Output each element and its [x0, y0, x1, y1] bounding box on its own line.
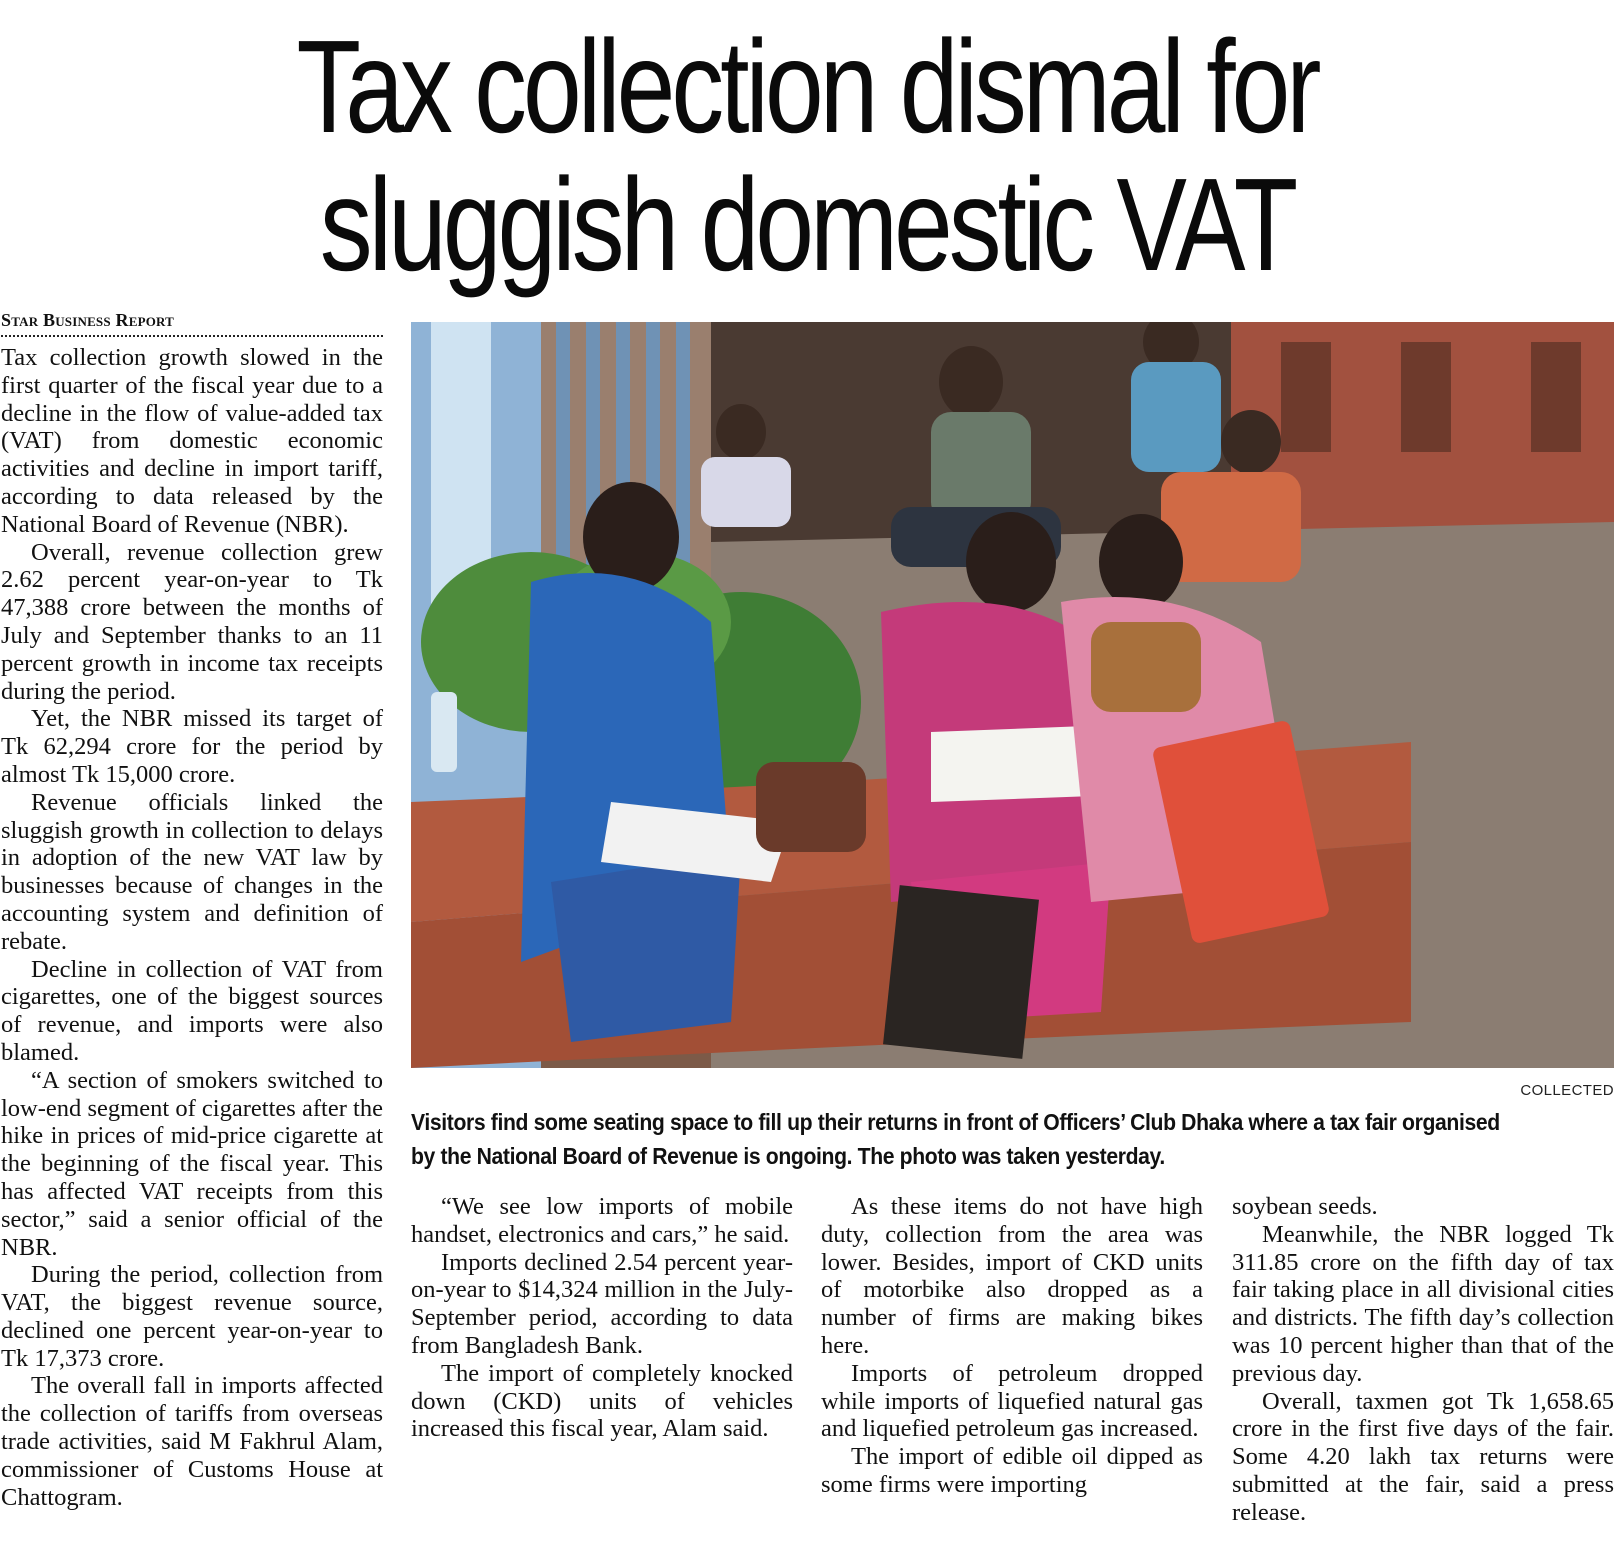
paragraph: During the period, collection from VAT, the biggest revenue source, declined one percent year-on-year to Tk 17,373 crore. [1, 1261, 383, 1372]
paragraph: As these items do not have high duty, collection from the area was lower. Besides, import of CKD units of motorbike also dropped as a number of firms are making bikes here. [821, 1193, 1203, 1359]
paragraph: Imports of petroleum dropped while imports of liquefied natural gas and liquefied petroleum gas increased. [821, 1359, 1203, 1443]
paragraph: Meanwhile, the NBR logged Tk 311.85 crore on the fifth day of tax fair taking place in all divisional cities and districts. The fifth day’s collection was 10 percent higher than that of the previous day. [1232, 1220, 1614, 1387]
paragraph: The import of completely knocked down (CKD) units of vehicles increased this fiscal year, Alam said. [411, 1359, 793, 1443]
paragraph: Yet, the NBR missed its target of Tk 62,294 crore for the period by almost Tk 15,000 crore. [1, 705, 383, 788]
article-column-2 [411, 1193, 793, 1443]
article-column-3 [821, 1193, 1203, 1499]
news-photo [411, 322, 1614, 1068]
article-column-4 [1232, 1193, 1614, 1527]
photo-credit: COLLECTED [1520, 1082, 1614, 1099]
headline-line-2: sluggish domestic VAT [319, 151, 1295, 298]
paragraph: Tax collection growth slowed in the first quarter of the fiscal year due to a decline in the flow of value-added tax (VAT) from domestic economic activities and decline in import tariff, according to data released by the National Board of Revenue (NBR). [1, 344, 383, 538]
byline: Star Business Report [1, 310, 383, 337]
headline [161, 13, 1452, 298]
article-column-1 [1, 344, 383, 1511]
headline-line-1: Tax collection dismal for [296, 13, 1318, 160]
paragraph: Overall, revenue collection grew 2.62 percent year-on-year to Tk 47,388 crore between the months of July and September thanks to an 11 percent growth in income tax receipts during the period. [1, 538, 383, 705]
paragraph: Decline in collection of VAT from cigarettes, one of the biggest sources of revenue, and imports were also blamed. [1, 955, 383, 1066]
paragraph: Imports declined 2.54 percent year-on-year to $14,324 million in the July-September period, according to data from Bangladesh Bank. [411, 1248, 793, 1359]
paragraph: “We see low imports of mobile handset, electronics and cars,” he said. [411, 1193, 793, 1248]
paragraph: The import of edible oil dipped as some firms were importing [821, 1443, 1203, 1498]
photo-illustration [411, 322, 1614, 1068]
paragraph: Overall, taxmen got Tk 1,658.65 crore in the first five days of the fair. Some 4.20 lakh tax returns were submitted at the fair, said a press release. [1232, 1387, 1614, 1526]
paragraph: The overall fall in imports affected the collection of tariffs from overseas trade activities, said M Fakhrul Alam, commissioner of Customs House at Chattogram. [1, 1372, 383, 1511]
photo-caption: Visitors find some seating space to fill up their returns in front of Officers’ Club Dhaka where a tax fair organised by the National Board of Revenue is ongoing. The photo was taken yesterday. [411, 1109, 1500, 1169]
paragraph: Revenue officials linked the sluggish growth in collection to delays in adoption of the new VAT law by businesses because of changes in the accounting system and definition of rebate. [1, 788, 383, 955]
paragraph: soybean seeds. [1232, 1193, 1378, 1220]
paragraph: “A section of smokers switched to low-end segment of cigarettes after the hike in prices of mid-price cigarette at the beginning of the fiscal year. This has affected VAT receipts from this sector,” said a senior official of the NBR. [1, 1066, 383, 1261]
